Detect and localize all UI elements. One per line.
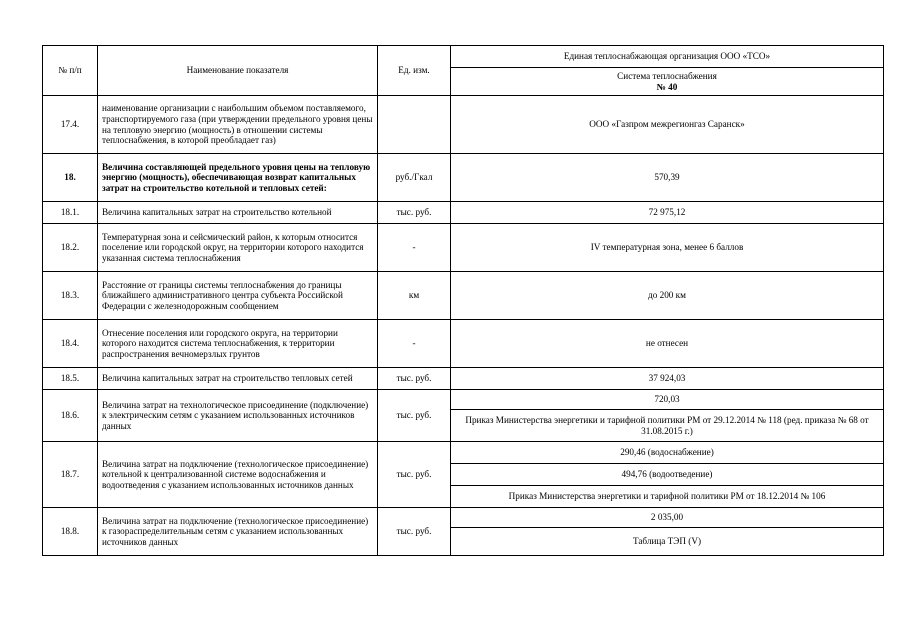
row-unit: тыс. руб. bbox=[378, 368, 451, 390]
table-row bbox=[43, 96, 884, 154]
row-number: 18. bbox=[43, 154, 98, 202]
row-name: наименование организации с наибольшим объемом поставляемого, транспортируемого газа (при утверждении предельного уровня цены на тепловую энергию (мощность) в отношении системы теплоснабжения, в которой преобладает газ) bbox=[98, 96, 378, 154]
row-name: Расстояние от границы системы теплоснабжения до границы ближайшего административного центра субъекта Российской Федерации с железнодорожным сообщением bbox=[98, 272, 378, 320]
table-row bbox=[43, 390, 884, 410]
row-source: Таблица ТЭП (V) bbox=[451, 528, 884, 556]
row-value: 2 035,00 bbox=[451, 508, 884, 528]
table-row bbox=[43, 154, 884, 202]
header-organization: Единая теплоснабжающая организация ООО «ТСО» bbox=[451, 46, 884, 68]
table-row bbox=[43, 272, 884, 320]
row-value: IV температурная зона, менее 6 баллов bbox=[451, 224, 884, 272]
header-number: № п/п bbox=[43, 46, 98, 96]
row-name: Величина капитальных затрат на строительство котельной bbox=[98, 202, 378, 224]
indicators-table bbox=[42, 45, 884, 556]
row-number: 18.1. bbox=[43, 202, 98, 224]
table-row bbox=[43, 508, 884, 528]
header-system-number: № 40 bbox=[656, 81, 678, 92]
row-unit: руб./Гкал bbox=[378, 154, 451, 202]
header-indicator-name: Наименование показателя bbox=[98, 46, 378, 96]
row-number: 18.3. bbox=[43, 272, 98, 320]
row-unit: тыс. руб. bbox=[378, 508, 451, 556]
row-value: 72 975,12 bbox=[451, 202, 884, 224]
row-unit: км bbox=[378, 272, 451, 320]
row-number: 18.6. bbox=[43, 390, 98, 442]
row-unit bbox=[378, 96, 451, 154]
header-unit: Ед. изм. bbox=[378, 46, 451, 96]
row-number: 18.8. bbox=[43, 508, 98, 556]
header-system bbox=[451, 68, 884, 96]
table-row bbox=[43, 320, 884, 368]
row-value: до 200 км bbox=[451, 272, 884, 320]
row-name: Температурная зона и сейсмический район, к которым относится поселение или городской округ, на территории которого находится указанная система теплоснабжения bbox=[98, 224, 378, 272]
row-unit: тыс. руб. bbox=[378, 442, 451, 508]
row-value-wastewater: 494,76 (водоотведение) bbox=[451, 464, 884, 486]
row-value: 720,03 bbox=[451, 390, 884, 410]
row-unit: тыс. руб. bbox=[378, 390, 451, 442]
row-name: Величина затрат на подключение (технологическое присоединение) к газораспределительным сетям с указанием использованных источников данных bbox=[98, 508, 378, 556]
table-row bbox=[43, 442, 884, 464]
header-system-label: Система теплоснабжения bbox=[617, 70, 717, 81]
row-unit: тыс. руб. bbox=[378, 202, 451, 224]
row-name: Величина затрат на подключение (технологическое присоединение) котельной к централизованной системе водоснабжения и водоотведения с указанием использованных источников данных bbox=[98, 442, 378, 508]
row-number: 18.5. bbox=[43, 368, 98, 390]
row-source: Приказ Министерства энергетики и тарифной политики РМ от 29.12.2014 № 118 (ред. приказа № 68 от 31.08.2015 г.) bbox=[451, 410, 884, 442]
row-name: Величина затрат на технологическое присоединение (подключение) к электрическим сетям с указанием использованных источников данных bbox=[98, 390, 378, 442]
row-number: 18.2. bbox=[43, 224, 98, 272]
row-unit: - bbox=[378, 320, 451, 368]
row-source: Приказ Министерства энергетики и тарифной политики РМ от 18.12.2014 № 106 bbox=[451, 486, 884, 508]
row-name: Величина составляющей предельного уровня цены на тепловую энергию (мощность), обеспечивающая возврат капитальных затрат на строительство котельной и тепловых сетей: bbox=[98, 154, 378, 202]
row-name: Величина капитальных затрат на строительство тепловых сетей bbox=[98, 368, 378, 390]
table-row bbox=[43, 224, 884, 272]
row-number: 17.4. bbox=[43, 96, 98, 154]
row-value: не отнесен bbox=[451, 320, 884, 368]
row-value: ООО «Газпром межрегионгаз Саранск» bbox=[451, 96, 884, 154]
table-row bbox=[43, 202, 884, 224]
row-unit: - bbox=[378, 224, 451, 272]
row-value-water-supply: 290,46 (водоснабжение) bbox=[451, 442, 884, 464]
row-value: 570,39 bbox=[451, 154, 884, 202]
row-number: 18.7. bbox=[43, 442, 98, 508]
table-row bbox=[43, 368, 884, 390]
row-number: 18.4. bbox=[43, 320, 98, 368]
row-value: 37 924,03 bbox=[451, 368, 884, 390]
row-name: Отнесение поселения или городского округа, на территории которого находится система теплоснабжения, к территории распространения вечномерзлых грунтов bbox=[98, 320, 378, 368]
